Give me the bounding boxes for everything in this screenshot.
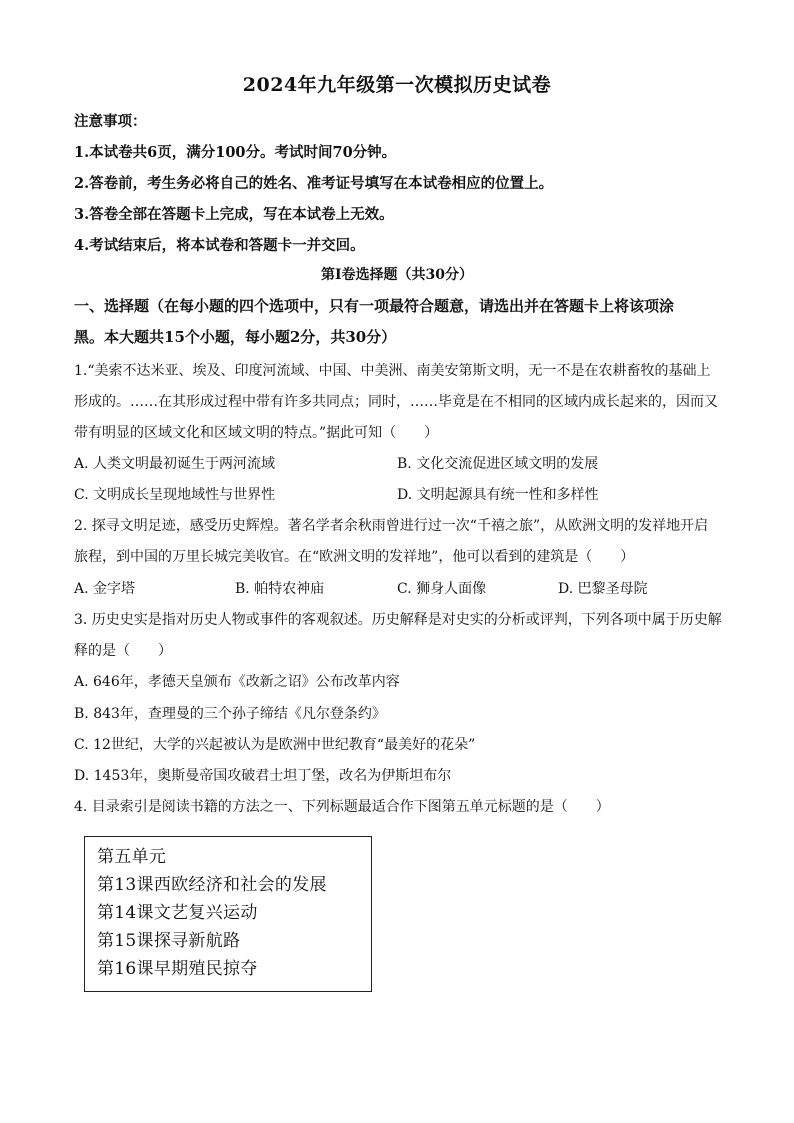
question-2-option-c[interactable]: C. 狮身人面像 xyxy=(397,581,487,597)
question-1-text: 带有明显的区域文化和区域文明的特点。”据此可知（ ） xyxy=(74,425,439,441)
figure-line: 第16课早期殖民掠夺 xyxy=(97,959,258,979)
figure-line: 第15课探寻新航路 xyxy=(97,931,241,951)
section-instruction: 黑。本大题共15个小题，每小题2分，共30分） xyxy=(74,328,397,346)
question-2-option-d[interactable]: D. 巴黎圣母院 xyxy=(558,581,648,597)
question-1-option-b[interactable]: B. 文化交流促进区域文明的发展 xyxy=(397,456,599,472)
note-item: 2.答卷前，考生务必将自己的姓名、准考证号填写在本试卷相应的位置上。 xyxy=(74,175,554,192)
question-2-option-a[interactable]: A. 金字塔 xyxy=(74,581,136,597)
page-title: 2024年九年级第一次模拟历史试卷 xyxy=(242,74,552,96)
figure-line: 第五单元 xyxy=(97,847,167,867)
question-1-option-d[interactable]: D. 文明起源具有统一性和多样性 xyxy=(397,487,599,503)
section-instruction: 一、选择题（在每小题的四个选项中，只有一项最符合题意，请选出并在答题卡上将该项涂 xyxy=(74,297,675,315)
question-1-option-a[interactable]: A. 人类文明最初诞生于两河流域 xyxy=(74,456,276,472)
question-3-text: 3. 历史史实是指对历史人物或事件的客观叙述。历史解释是对史实的分析或评判，下列各项中属于历史解 xyxy=(74,612,722,628)
section-title: 第Ⅰ卷选择题（共30分） xyxy=(320,267,474,283)
question-1-text: 形成的。……在其形成过程中带有许多共同点；同时，……毕竟是在不相同的区域内成长起来的，因而又 xyxy=(74,394,718,410)
question-3-option-c[interactable]: C. 12世纪，大学的兴起被认为是欧洲中世纪教育“最美好的花朵” xyxy=(74,737,476,753)
figure-line: 第14课文艺复兴运动 xyxy=(97,903,258,923)
question-3-option-d[interactable]: D. 1453年，奥斯曼帝国攻破君士坦丁堡，改名为伊斯坦布尔 xyxy=(74,768,452,784)
question-3-text: 释的是（ ） xyxy=(74,643,172,659)
question-3-option-b[interactable]: B. 843年，查理曼的三个孙子缔结《凡尔登条约》 xyxy=(74,706,386,722)
question-1-option-c[interactable]: C. 文明成长呈现地域性与世界性 xyxy=(74,487,276,503)
table-of-contents-figure xyxy=(84,836,372,992)
question-2-text: 旅程，到中国的万里长城完美收官。在“欧洲文明的发祥地”，他可以看到的建筑是（ ） xyxy=(74,549,635,565)
note-item: 3.答卷全部在答题卡上完成，写在本试卷上无效。 xyxy=(74,206,394,223)
question-2-option-b[interactable]: B. 帕特农神庙 xyxy=(235,581,325,597)
question-3-option-a[interactable]: A. 646年，孝德天皇颁布《改新之诏》公布改革内容 xyxy=(74,674,400,690)
question-2-text: 2. 探寻文明足迹，感受历史辉煌。著名学者余秋雨曾进行过一次“千禧之旅”，从欧洲文明的发祥地开启 xyxy=(74,518,709,534)
note-item: 1.本试卷共6页，满分100分。考试时间70分钟。 xyxy=(74,144,397,161)
question-4-text: 4. 目录索引是阅读书籍的方法之一、下列标题最适合作下图第五单元标题的是（ ） xyxy=(74,799,610,815)
note-item: 4.考试结束后，将本试卷和答题卡一并交回。 xyxy=(74,237,365,254)
question-1-text: 1.“美索不达米亚、埃及、印度河流域、中国、中美洲、南美安第斯文明，无一不是在农耕畜牧的基础上 xyxy=(74,363,711,379)
notes-heading: 注意事项： xyxy=(74,113,147,130)
figure-line: 第13课西欧经济和社会的发展 xyxy=(97,875,327,895)
